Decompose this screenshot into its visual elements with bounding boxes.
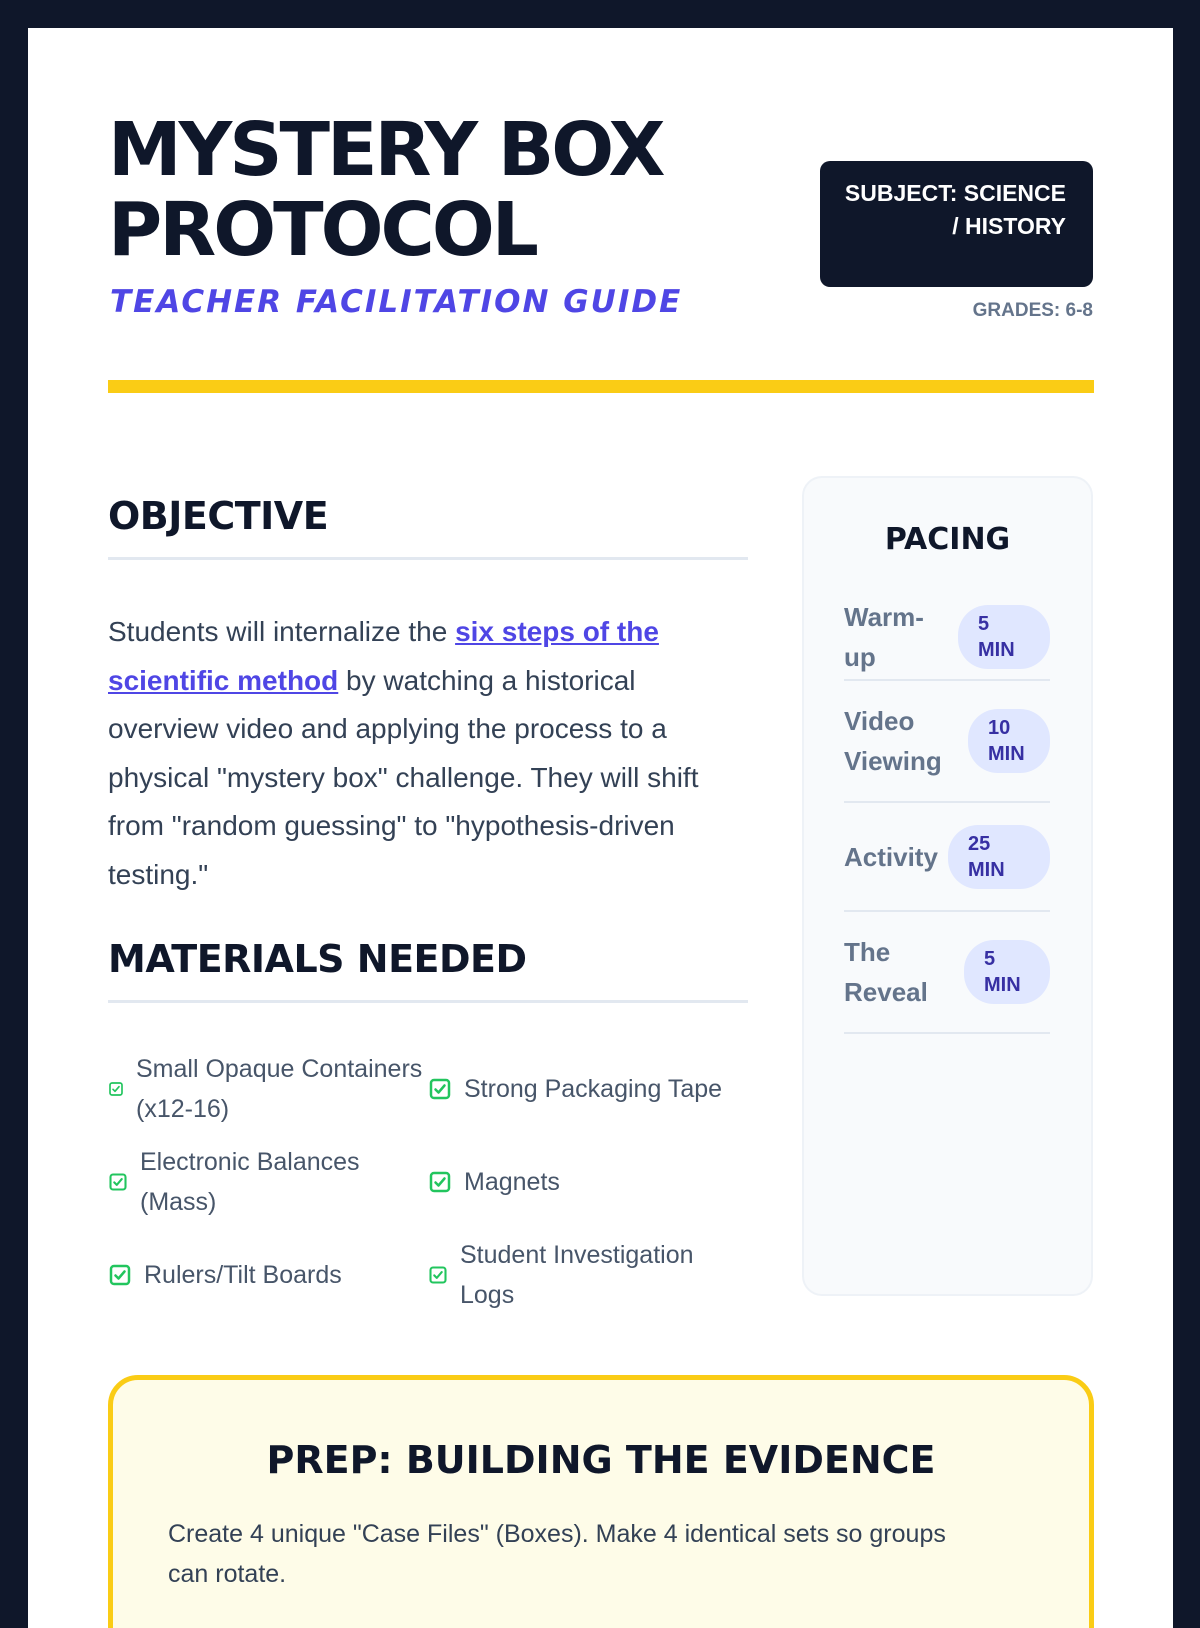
material-label: Electronic Balances (Mass)	[140, 1147, 360, 1216]
material-item	[108, 1228, 428, 1321]
check-square-icon	[108, 1081, 124, 1097]
material-item	[428, 1135, 748, 1228]
check-square-icon	[428, 1170, 452, 1194]
pacing-label: Warm-up	[844, 602, 924, 672]
check-square-icon	[108, 1263, 132, 1287]
scientific-method-link[interactable]: six steps of the scientific method	[108, 616, 659, 696]
pacing-row-activity	[844, 803, 1050, 912]
objective-text	[108, 608, 748, 899]
materials-heading: MATERIALS NEEDED	[108, 937, 527, 981]
pacing-label: The Reveal	[844, 937, 928, 1007]
page-title: MYSTERY BOX PROTOCOL	[108, 107, 663, 273]
guide-page	[28, 28, 1173, 1628]
objective-text-before: Students will internalize the	[108, 616, 456, 647]
subject-badge: SUBJECT: SCIENCE / HISTORY	[820, 161, 1093, 287]
materials-divider	[108, 1000, 748, 1003]
objective-text-after: by watching a historical overview video and applying the process to a physical "mystery box" challenge. They will shift from "random guessing" to "hypothesis-driven testing."	[108, 664, 699, 890]
check-square-icon	[108, 1172, 128, 1192]
duration-pill: 5 MIN	[964, 940, 1050, 1004]
check-square-icon	[428, 1265, 448, 1285]
material-label: Strong Packaging Tape	[464, 1074, 723, 1103]
objective-heading: OBJECTIVE	[108, 494, 329, 538]
pacing-card	[802, 476, 1093, 1296]
check-square-icon	[428, 1077, 452, 1101]
duration-pill: 25 MIN	[948, 825, 1050, 889]
page-subtitle: TEACHER FACILITATION GUIDE	[110, 284, 683, 320]
pacing-row-the-reveal	[844, 912, 1050, 1034]
prep-heading: PREP: BUILDING THE EVIDENCE	[266, 1438, 936, 1482]
pacing-heading: PACING	[884, 522, 1011, 557]
pacing-label: Activity	[844, 841, 938, 872]
header-divider	[108, 380, 1094, 393]
material-item	[428, 1042, 748, 1135]
duration-pill: 5 MIN	[958, 605, 1050, 669]
material-label: Rulers/Tilt Boards	[144, 1260, 342, 1289]
prep-callout	[108, 1375, 1094, 1628]
material-item	[428, 1228, 748, 1321]
material-label: Magnets	[464, 1167, 560, 1196]
pacing-row-video-viewing	[844, 681, 1050, 803]
material-item	[108, 1042, 428, 1135]
material-item	[108, 1135, 428, 1228]
materials-list	[108, 1042, 748, 1321]
pacing-row-warm-up	[844, 595, 1050, 681]
material-label: Small Opaque Containers (x12-16)	[136, 1054, 423, 1123]
objective-divider	[108, 557, 748, 560]
material-label: Student Investigation Logs	[460, 1240, 694, 1309]
grades-label: GRADES: 6-8	[972, 300, 1093, 321]
pacing-label: Video Viewing	[844, 706, 942, 776]
prep-text: Create 4 unique "Case Files" (Boxes). Make 4 identical sets so groups can rotate.	[168, 1520, 946, 1588]
duration-pill: 10 MIN	[968, 709, 1050, 773]
